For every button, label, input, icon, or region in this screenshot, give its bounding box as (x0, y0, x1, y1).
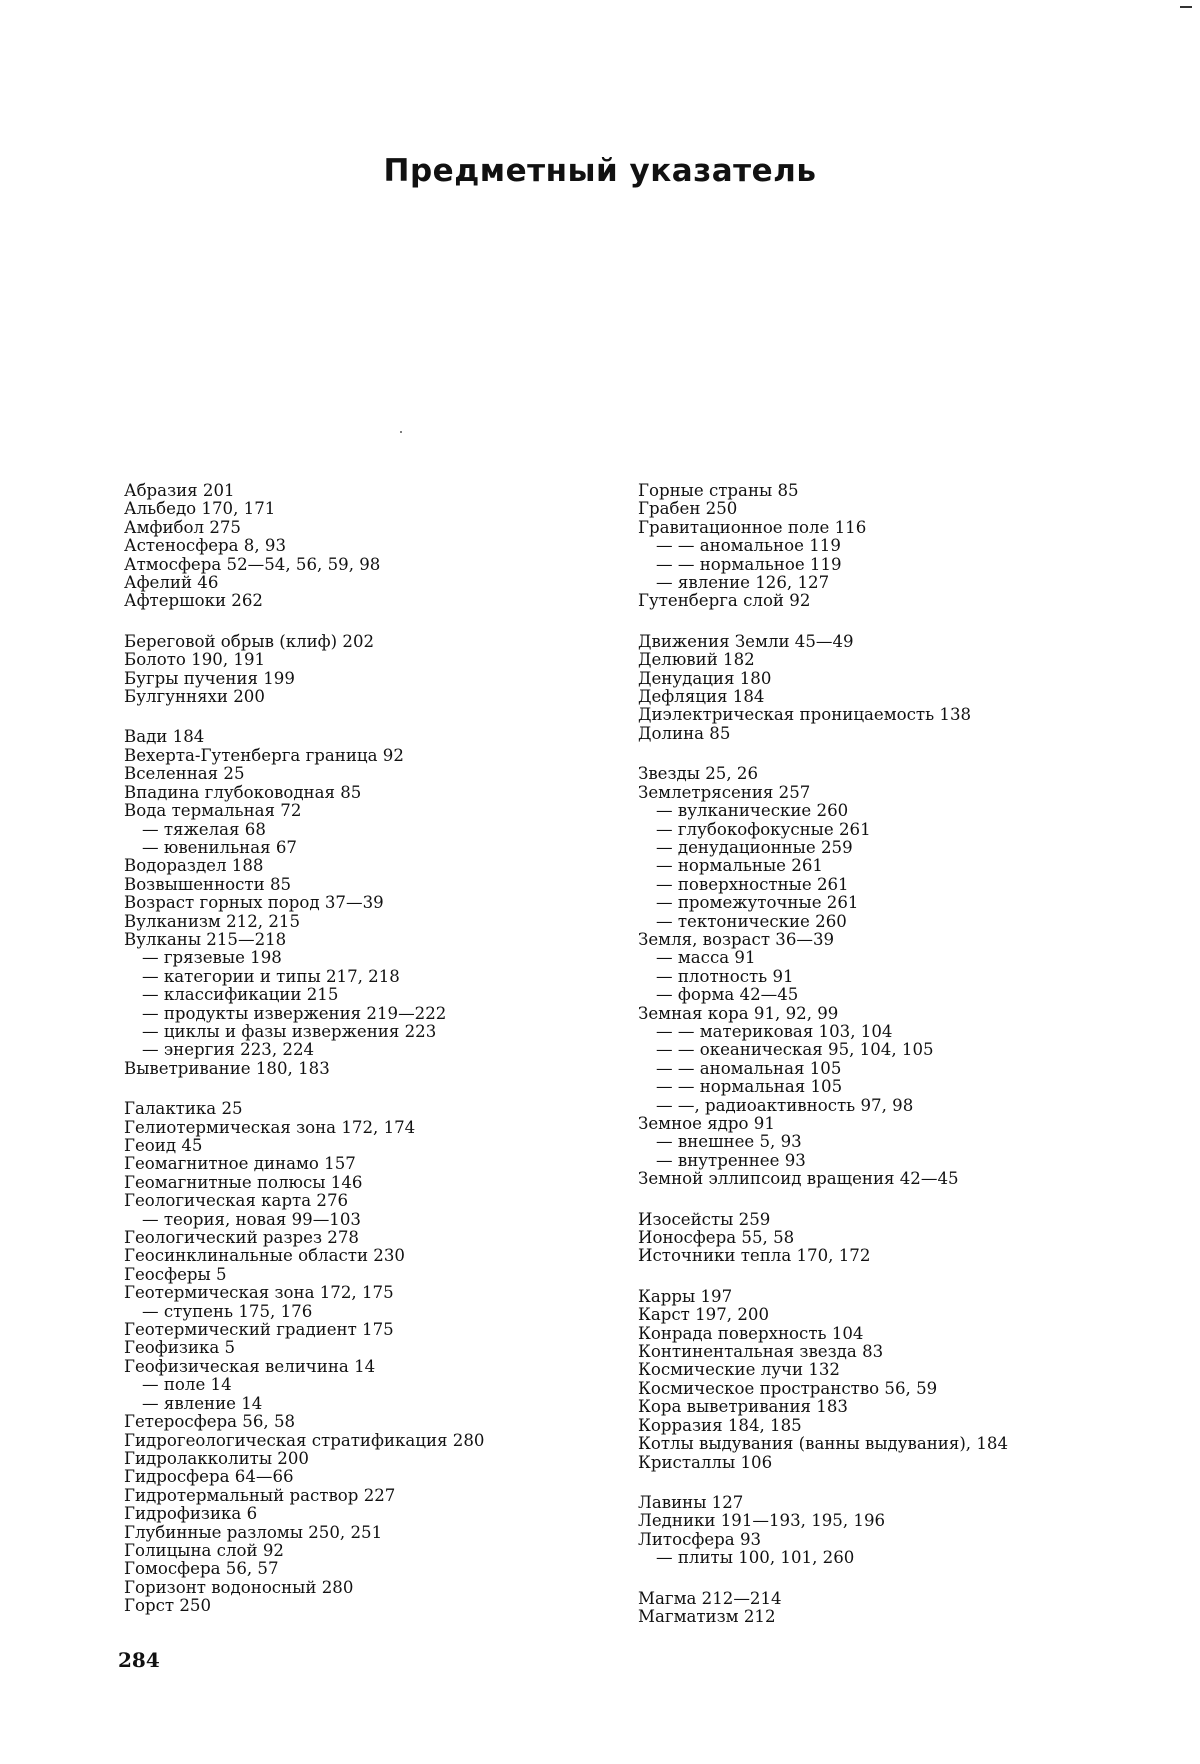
index-entry: Гидрофизика 6 (124, 1504, 258, 1524)
index-subentry: — тяжелая 68 (142, 819, 266, 839)
index-entry: Астеносфера 8, 93 (124, 536, 287, 556)
index-entry: Гомосфера 56, 57 (124, 1559, 279, 1579)
index-entry: Вехерта-Гутенберга граница 92 (124, 745, 404, 765)
index-entry: Болото 190, 191 (124, 650, 266, 670)
index-entry: Геофизическая величина 14 (124, 1356, 376, 1376)
index-entry: Амфибол 275 (124, 517, 241, 537)
index-entry: Геосферы 5 (124, 1264, 227, 1284)
index-entry: Геологическая карта 276 (124, 1191, 349, 1211)
index-entry: Геомагнитное динамо 157 (124, 1154, 356, 1174)
index-subentry: — — аномальная 105 (656, 1058, 842, 1078)
index-subentry: — поле 14 (142, 1375, 232, 1395)
index-entry: Геосинклинальные области 230 (124, 1246, 405, 1266)
index-entry: Гидротермальный раствор 227 (124, 1485, 396, 1505)
index-subentry: — циклы и фазы извержения 223 (142, 1021, 437, 1041)
index-column-right (638, 482, 1158, 1648)
index-entry: Атмосфера 52—54, 56, 59, 98 (124, 554, 381, 574)
index-subentry: — ступень 175, 176 (142, 1301, 313, 1321)
index-entry: Гутенберга слой 92 (638, 591, 811, 611)
index-entry: Бугры пучения 199 (124, 668, 295, 688)
index-entry: Геомагнитные полюсы 146 (124, 1172, 363, 1192)
index-subentry: — промежуточные 261 (656, 893, 859, 913)
index-subentry: — — нормальное 119 (656, 554, 842, 574)
index-entry: Абразия 201 (124, 481, 235, 500)
index-subentry: — форма 42—45 (656, 985, 799, 1005)
index-entry: Горст 250 (124, 1596, 212, 1616)
index-entry: Голицына слой 92 (124, 1540, 284, 1560)
index-group (638, 1494, 1158, 1568)
index-entry: Диэлектрическая проницаемость 138 (638, 705, 972, 725)
index-subentry: — вулканические 260 (656, 801, 849, 821)
index-entry: Ледники 191—193, 195, 196 (638, 1511, 886, 1531)
corner-mark (1180, 6, 1192, 8)
index-subentry: — плиты 100, 101, 260 (656, 1548, 855, 1568)
index-entry: Земной эллипсоид вращения 42—45 (638, 1169, 959, 1189)
index-entry: Литосфера 93 (638, 1529, 762, 1549)
index-entry: Береговой обрыв (клиф) 202 (124, 631, 375, 651)
index-entry: Континентальная звезда 83 (638, 1342, 884, 1362)
index-entry: Геологический разрез 278 (124, 1228, 359, 1248)
index-subentry: — — материковая 103, 104 (656, 1021, 893, 1041)
index-subentry: — классификации 215 (142, 985, 339, 1005)
index-entry: Впадина глубоководная 85 (124, 782, 362, 802)
index-group (638, 1590, 1158, 1627)
page-title: Предметный указатель (383, 152, 817, 189)
index-entry: Гелиотермическая зона 172, 174 (124, 1117, 416, 1137)
index-entry: Выветривание 180, 183 (124, 1058, 330, 1078)
index-entry: Магматизм 212 (638, 1606, 776, 1626)
index-entry: Гетеросфера 56, 58 (124, 1412, 296, 1432)
index-subentry: — тектонические 260 (656, 911, 847, 931)
index-group (638, 765, 1158, 1188)
index-entry: Движения Земли 45—49 (638, 631, 854, 651)
index-entry: Делювий 182 (638, 650, 755, 670)
index-subentry: — внутреннее 93 (656, 1150, 806, 1170)
index-entry: Изосейсты 259 (638, 1209, 771, 1229)
index-entry: Вселенная 25 (124, 764, 245, 784)
index-entry: Кора выветривания 183 (638, 1397, 848, 1417)
index-entry: Космические лучи 132 (638, 1360, 840, 1380)
index-subentry: — внешнее 5, 93 (656, 1132, 802, 1152)
index-entry: Возраст горных пород 37—39 (124, 893, 384, 913)
index-entry: Земная кора 91, 92, 99 (638, 1003, 839, 1023)
index-subentry: — явление 14 (142, 1393, 263, 1413)
stray-dot (400, 431, 402, 433)
index-entry: Ионосфера 55, 58 (638, 1228, 795, 1248)
index-subentry: — — океаническая 95, 104, 105 (656, 1040, 934, 1060)
index-entry: Долина 85 (638, 723, 731, 743)
index-entry: Котлы выдувания (ванны выдувания), 184 (638, 1434, 1009, 1454)
index-entry: Альбедо 170, 171 (124, 499, 276, 519)
index-entry: Геофизика 5 (124, 1338, 236, 1358)
index-entry: Землетрясения 257 (638, 782, 811, 802)
index-entry: Геотермический градиент 175 (124, 1320, 394, 1340)
index-entry: Дефляция 184 (638, 687, 765, 707)
index-entry: Космическое пространство 56, 59 (638, 1378, 938, 1398)
index-entry: Галактика 25 (124, 1099, 243, 1119)
index-entry: Карры 197 (638, 1286, 733, 1306)
index-entry: Возвышенности 85 (124, 874, 292, 894)
index-group (638, 482, 1158, 611)
index-entry: Корразия 184, 185 (638, 1415, 802, 1435)
index-subentry: — глубокофокусные 261 (656, 819, 871, 839)
page-number: 284 (118, 1648, 160, 1672)
index-subentry: — —, радиоактивность 97, 98 (656, 1095, 914, 1115)
index-subentry: — денудационные 259 (656, 837, 853, 857)
index-group (638, 1211, 1158, 1266)
index-entry: Гидросфера 64—66 (124, 1467, 294, 1487)
index-entry: Геоид 45 (124, 1136, 203, 1155)
index-subentry: — грязевые 198 (142, 948, 282, 968)
index-subentry: — явление 126, 127 (656, 573, 830, 593)
index-group (124, 482, 624, 611)
index-entry: Карст 197, 200 (638, 1305, 769, 1325)
index-entry: Лавины 127 (638, 1492, 744, 1512)
index-group (638, 633, 1158, 743)
index-entry: Гидролакколиты 200 (124, 1448, 309, 1468)
index-entry: Звезды 25, 26 (638, 764, 759, 784)
index-entry: Вулканы 215—218 (124, 929, 287, 949)
index-entry: Горизонт водоносный 280 (124, 1577, 354, 1597)
index-entry: Земное ядро 91 (638, 1114, 775, 1133)
index-subentry: — категории и типы 217, 218 (142, 966, 400, 986)
index-subentry: — плотность 91 (656, 966, 794, 986)
index-subentry: — теория, новая 99—103 (142, 1209, 361, 1229)
index-entry: Гидрогеологическая стратификация 280 (124, 1430, 485, 1450)
index-entry: Магма 212—214 (638, 1588, 782, 1608)
index-subentry: — — аномальное 119 (656, 536, 841, 556)
index-entry: Гравитационное поле 116 (638, 517, 867, 537)
index-entry: Булгунняхи 200 (124, 687, 265, 707)
index-entry: Грабен 250 (638, 499, 738, 519)
index-group (124, 1100, 624, 1615)
index-subentry: — масса 91 (656, 948, 756, 968)
index-entry: Вулканизм 212, 215 (124, 911, 301, 931)
index-column-left (124, 482, 624, 1638)
index-group (638, 1288, 1158, 1472)
index-subentry: — ювенильная 67 (142, 837, 297, 857)
index-subentry: — продукты извержения 219—222 (142, 1003, 447, 1023)
index-subentry: — поверхностные 261 (656, 874, 849, 894)
index-entry: Афелий 46 (124, 573, 219, 593)
index-subentry: — — нормальная 105 (656, 1077, 843, 1097)
index-entry: Кристаллы 106 (638, 1452, 773, 1472)
index-entry: Глубинные разломы 250, 251 (124, 1522, 383, 1542)
index-entry: Вади 184 (124, 727, 205, 747)
index-entry: Афтершоки 262 (124, 591, 263, 611)
index-entry: Денудация 180 (638, 668, 772, 688)
index-group (124, 633, 624, 707)
index-entry: Вода термальная 72 (124, 801, 302, 821)
index-group (124, 728, 624, 1078)
index-entry: Водораздел 188 (124, 856, 264, 876)
index-entry: Горные страны 85 (638, 481, 799, 500)
index-entry: Источники тепла 170, 172 (638, 1246, 871, 1266)
index-entry: Конрада поверхность 104 (638, 1323, 864, 1343)
index-subentry: — энергия 223, 224 (142, 1040, 315, 1060)
index-entry: Геотермическая зона 172, 175 (124, 1283, 394, 1303)
index-entry: Земля, возраст 36—39 (638, 929, 835, 949)
index-subentry: — нормальные 261 (656, 856, 823, 876)
